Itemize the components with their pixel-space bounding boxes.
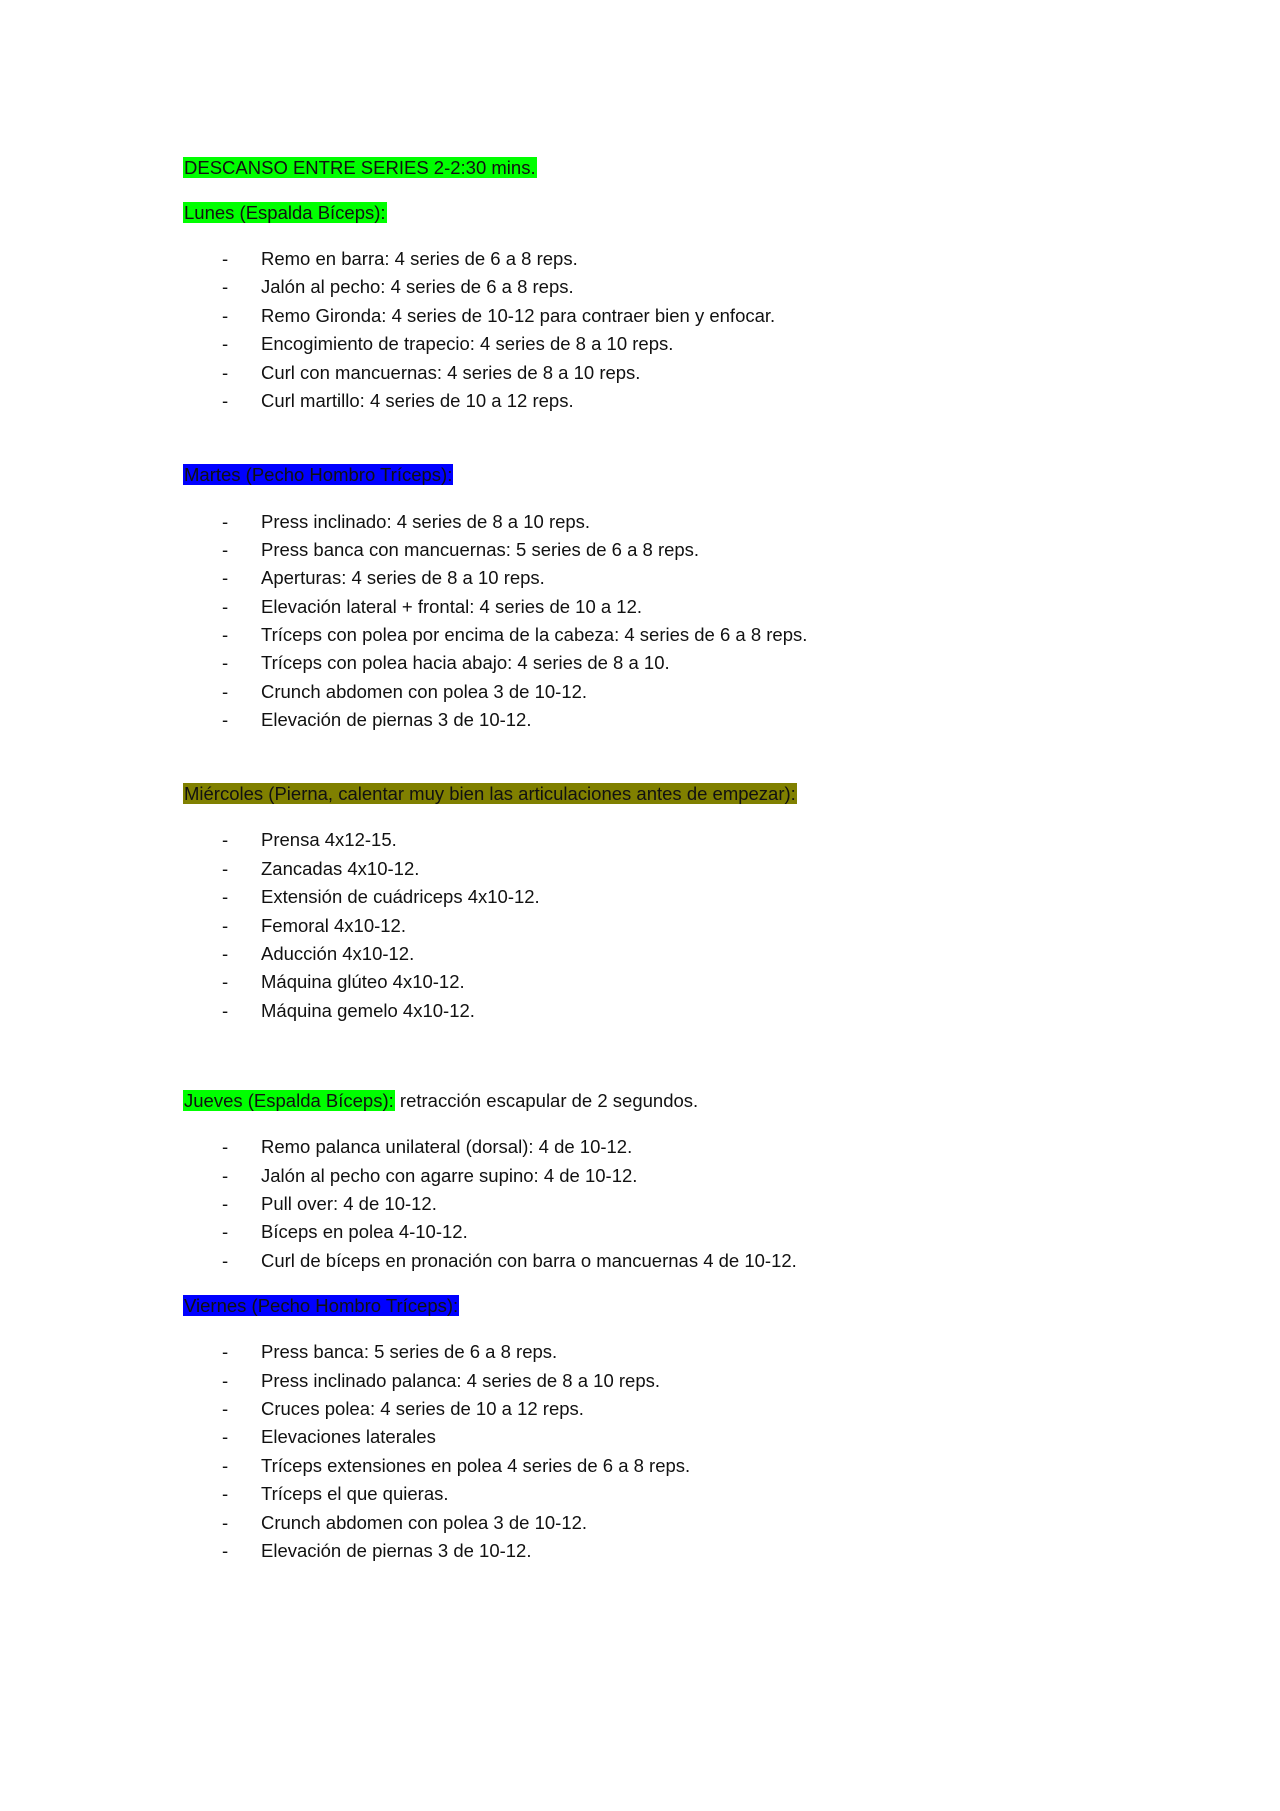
list-item-text: Tríceps el que quieras. [261,1483,449,1504]
list-item-text: Femoral 4x10-12. [261,915,406,936]
bullet-dash: - [222,709,229,730]
bullet-dash: - [222,829,229,850]
list-item-text: Press inclinado palanca: 4 series de 8 a 10 reps. [261,1370,661,1391]
heading-lunes [183,201,387,225]
bullet-dash: - [222,539,229,560]
heading-jueves-text: Jueves (Espalda Bíceps): [184,1090,394,1111]
bullet-dash: - [222,1512,229,1533]
heading-lunes-text: Lunes (Espalda Bíceps): [184,202,386,223]
list-item-text: Crunch abdomen con polea 3 de 10-12. [261,1512,588,1533]
bullet-dash: - [222,248,229,269]
list-item-text: Press banca: 5 series de 6 a 8 reps. [261,1341,558,1362]
bullet-dash: - [222,1455,229,1476]
list-item-text: Jalón al pecho con agarre supino: 4 de 10-12. [261,1165,638,1186]
list-item-text: Extensión de cuádriceps 4x10-12. [261,886,540,907]
bullet-dash: - [222,1398,229,1419]
list-item-text: Tríceps extensiones en polea 4 series de 6 a 8 reps. [261,1455,691,1476]
list-item-text: Aperturas: 4 series de 8 a 10 reps. [261,567,545,588]
bullet-dash: - [222,886,229,907]
bullet-dash: - [222,1193,229,1214]
bullet-dash: - [222,1370,229,1391]
list-item-text: Máquina gemelo 4x10-12. [261,1000,475,1021]
bullet-dash: - [222,1136,229,1157]
bullet-dash: - [222,971,229,992]
bullet-dash: - [222,1426,229,1447]
list-item-text: Tríceps con polea hacia abajo: 4 series de 8 a 10. [261,652,670,673]
bullet-dash: - [222,943,229,964]
list-item-text: Cruces polea: 4 series de 10 a 12 reps. [261,1398,584,1419]
bullet-dash: - [222,1540,229,1561]
bullet-dash: - [222,1000,229,1021]
list-item-text: Elevación de piernas 3 de 10-12. [261,709,532,730]
list-item-text: Press banca con mancuernas: 5 series de 6 a 8 reps. [261,539,700,560]
list-item-text: Remo en barra: 4 series de 6 a 8 reps. [261,248,578,269]
heading-jueves-note: retracción escapular de 2 segundos. [394,1090,699,1111]
heading-jueves [183,1089,698,1113]
bullet-dash: - [222,1165,229,1186]
heading-martes [183,463,453,487]
bullet-dash: - [222,362,229,383]
bullet-dash: - [222,1221,229,1242]
bullet-dash: - [222,305,229,326]
heading-martes-text: Martes (Pecho Hombro Tríceps): [184,464,453,485]
list-item-text: Encogimiento de trapecio: 4 series de 8 a 10 reps. [261,333,674,354]
heading-viernes [183,1294,459,1318]
list-item-text: Crunch abdomen con polea 3 de 10-12. [261,681,588,702]
list-item-text: Remo Gironda: 4 series de 10-12 para contraer bien y enfocar. [261,305,776,326]
bullet-dash: - [222,390,229,411]
rest-note-highlight: DESCANSO ENTRE SERIES 2-2:30 mins. [184,157,536,178]
list-item-text: Curl de bíceps en pronación con barra o mancuernas 4 de 10-12. [261,1250,797,1271]
list-item-text: Bíceps en polea 4-10-12. [261,1221,468,1242]
bullet-dash: - [222,333,229,354]
list-item-text: Tríceps con polea por encima de la cabeza: 4 series de 6 a 8 reps. [261,624,808,645]
bullet-dash: - [222,681,229,702]
list-item-text: Aducción 4x10-12. [261,943,415,964]
list-item-text: Pull over: 4 de 10-12. [261,1193,437,1214]
bullet-dash: - [222,1483,229,1504]
list-item-text: Jalón al pecho: 4 series de 6 a 8 reps. [261,276,574,297]
list-item-text: Elevación de piernas 3 de 10-12. [261,1540,532,1561]
list-item-text: Elevación lateral + frontal: 4 series de 10 a 12. [261,596,643,617]
list-item-text: Zancadas 4x10-12. [261,858,420,879]
heading-viernes-text: Viernes (Pecho Hombro Tríceps): [184,1295,459,1316]
bullet-dash: - [222,915,229,936]
bullet-dash: - [222,276,229,297]
list-item-text: Máquina glúteo 4x10-12. [261,971,465,992]
bullet-dash: - [222,652,229,673]
bullet-dash: - [222,1341,229,1362]
bullet-dash: - [222,596,229,617]
bullet-dash: - [222,858,229,879]
list-item-text: Remo palanca unilateral (dorsal): 4 de 10-12. [261,1136,633,1157]
bullet-dash: - [222,511,229,532]
heading-miercoles-text: Miércoles (Pierna, calentar muy bien las articulaciones antes de empezar): [184,783,796,804]
list-item-text: Curl con mancuernas: 4 series de 8 a 10 reps. [261,362,641,383]
list-item-text: Prensa 4x12-15. [261,829,397,850]
list-item-text: Curl martillo: 4 series de 10 a 12 reps. [261,390,574,411]
list-item-text: Press inclinado: 4 series de 8 a 10 reps. [261,511,591,532]
bullet-dash: - [222,624,229,645]
bullet-dash: - [222,1250,229,1271]
bullet-dash: - [222,567,229,588]
heading-miercoles [183,782,797,806]
list-item-text: Elevaciones laterales [261,1426,436,1447]
rest-note [183,156,537,180]
